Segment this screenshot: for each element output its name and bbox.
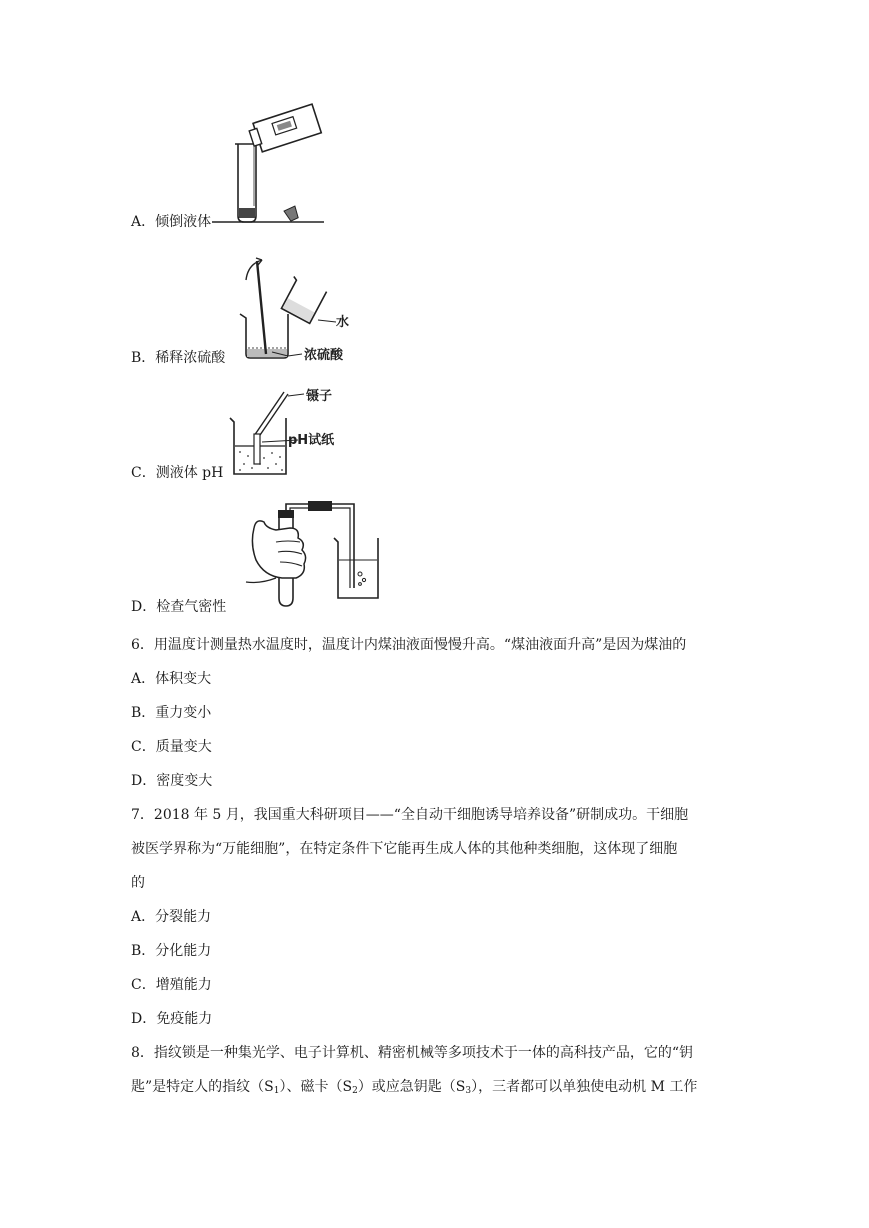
option-b-dilute: B．稀释浓硫酸: [131, 350, 226, 366]
q6-option-c: C．质量变大: [131, 739, 212, 755]
figure-airtightness: [236, 498, 396, 618]
q7-stem-line-2: 被医学界称为“万能细胞”，在特定条件下它能再生成人体的其他种类细胞，这体现了细胞: [131, 841, 678, 857]
q8-text-part: ）或应急钥匙（S: [357, 1079, 466, 1095]
label-concentrated-acid: 浓硫酸: [304, 348, 344, 363]
q7-stem-line-3: 的: [131, 875, 145, 891]
q7-option-a: A．分裂能力: [131, 909, 212, 925]
option-c-ph: C．测液体 pH: [131, 465, 224, 481]
q8-stem-line-1: 8．指纹锁是一种集光学、电子计算机、精密机械等多项技术于一体的高科技产品，它的“钥: [131, 1045, 694, 1061]
figure-dilute-acid: [232, 256, 362, 366]
figure-pour-liquid: [212, 108, 332, 230]
q7-option-c: C．增殖能力: [131, 977, 212, 993]
subscript-2: 2: [352, 1086, 358, 1096]
subscript-1: 1: [273, 1086, 280, 1096]
q6-stem: 6．用温度计测量热水温度时，温度计内煤油液面慢慢升高。“煤油液面升高”是因为煤油的: [131, 637, 687, 653]
label-ph-paper: pH试纸: [288, 433, 335, 448]
subscript-3: 3: [465, 1086, 472, 1096]
option-d-airtight: D．检查气密性: [131, 599, 227, 615]
q8-text-part: 匙”是特定人的指纹（S: [131, 1079, 274, 1095]
q6-option-d: D．密度变大: [131, 773, 213, 789]
label-tweezers: 镊子: [306, 389, 333, 404]
q8-text-part: ）、磁卡（S: [279, 1079, 353, 1095]
q8-stem-line-2: [131, 1079, 697, 1099]
label-water: 水: [336, 315, 350, 330]
q6-option-a: A．体积变大: [131, 671, 212, 687]
q7-stem-line-1: 7．2018 年 5 月，我国重大科研项目——“全自动干细胞诱导培养设备”研制成功。干细胞: [131, 807, 689, 823]
q7-option-d: D．免疫能力: [131, 1011, 213, 1027]
q7-option-b: B．分化能力: [131, 943, 212, 959]
q8-text-part: ），三者都可以单独使电动机 M 工作: [471, 1079, 698, 1095]
q6-option-b: B．重力变小: [131, 705, 212, 721]
option-a-pour: A．倾倒液体: [131, 214, 212, 230]
figure-ph-test: [226, 386, 356, 482]
